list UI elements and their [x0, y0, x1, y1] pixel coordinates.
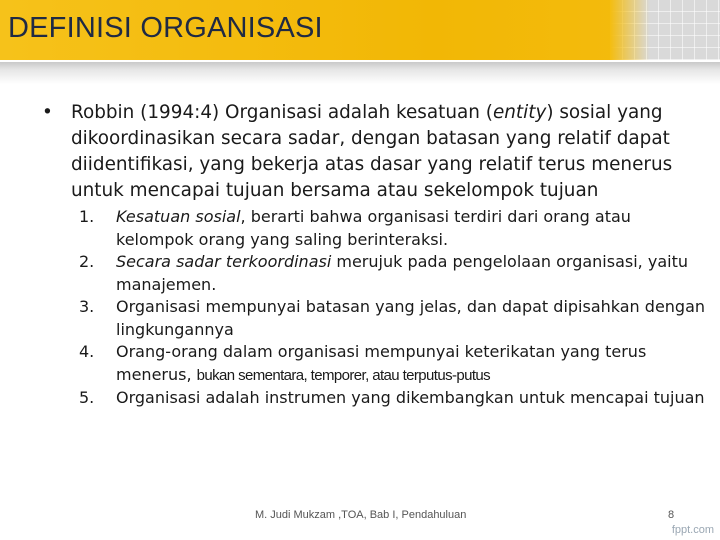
list-item-narrow-text: bukan sementara, temporer, atau terputus-putus: [196, 366, 491, 384]
title-band-pattern: [610, 0, 720, 60]
list-item-italic: Kesatuan sosial: [116, 207, 241, 226]
list-item-text: merujuk pada pengelolaan organisasi, yaitu manajemen.: [116, 252, 688, 294]
title-divider: [0, 62, 720, 84]
list-item: [79, 251, 712, 296]
list-item: [79, 206, 712, 251]
main-bullet: [42, 100, 712, 204]
list-number: 5.: [79, 388, 95, 407]
list-item-text: Organisasi mempunyai batasan yang jelas, dan dapat dipisahkan dengan lingkungannya: [116, 297, 706, 339]
list-number: 3.: [79, 297, 95, 316]
definition-list: [79, 206, 712, 410]
watermark-logo: fppt.com: [671, 524, 714, 536]
list-number: 2.: [79, 252, 95, 271]
list-item-text: , berarti bahwa organisasi terdiri dari orang atau kelompok orang yang saling berinteraksi.: [116, 207, 631, 249]
main-bullet-text-before: Robbin (1994:4) Organisasi adalah kesatuan (: [71, 102, 493, 123]
slide-content: [42, 100, 712, 410]
list-number: 1.: [79, 207, 95, 226]
main-bullet-italic: entity: [492, 102, 547, 123]
list-item-text: Orang-orang dalam organisasi mempunyai keterikatan yang terus menerus,: [116, 342, 647, 384]
page-number: 8: [668, 509, 675, 521]
list-item: [79, 296, 712, 341]
list-item-italic: Secara sadar terkoordinasi: [116, 252, 332, 271]
slide-footer: [0, 509, 720, 525]
list-item-text: Organisasi adalah instrumen yang dikembangkan untuk mencapai tujuan: [116, 388, 705, 407]
slide-title: DEFINISI ORGANISASI: [8, 12, 323, 44]
list-number: 4.: [79, 342, 95, 361]
main-bullet-text-after: ) sosial yang dikoordinasikan secara sadar, dengan batasan yang relatif dapat diidentifikasi, yang bekerja atas dasar yang relatif terus menerus untuk mencapai tujuan bersama atau sekelompok tujuan: [71, 102, 673, 201]
bullet-dot: •: [42, 102, 53, 123]
list-item: [79, 387, 712, 410]
list-item: [79, 341, 712, 387]
footer-credit: M. Judi Mukzam ,TOA, Bab I, Pendahuluan: [255, 509, 467, 521]
